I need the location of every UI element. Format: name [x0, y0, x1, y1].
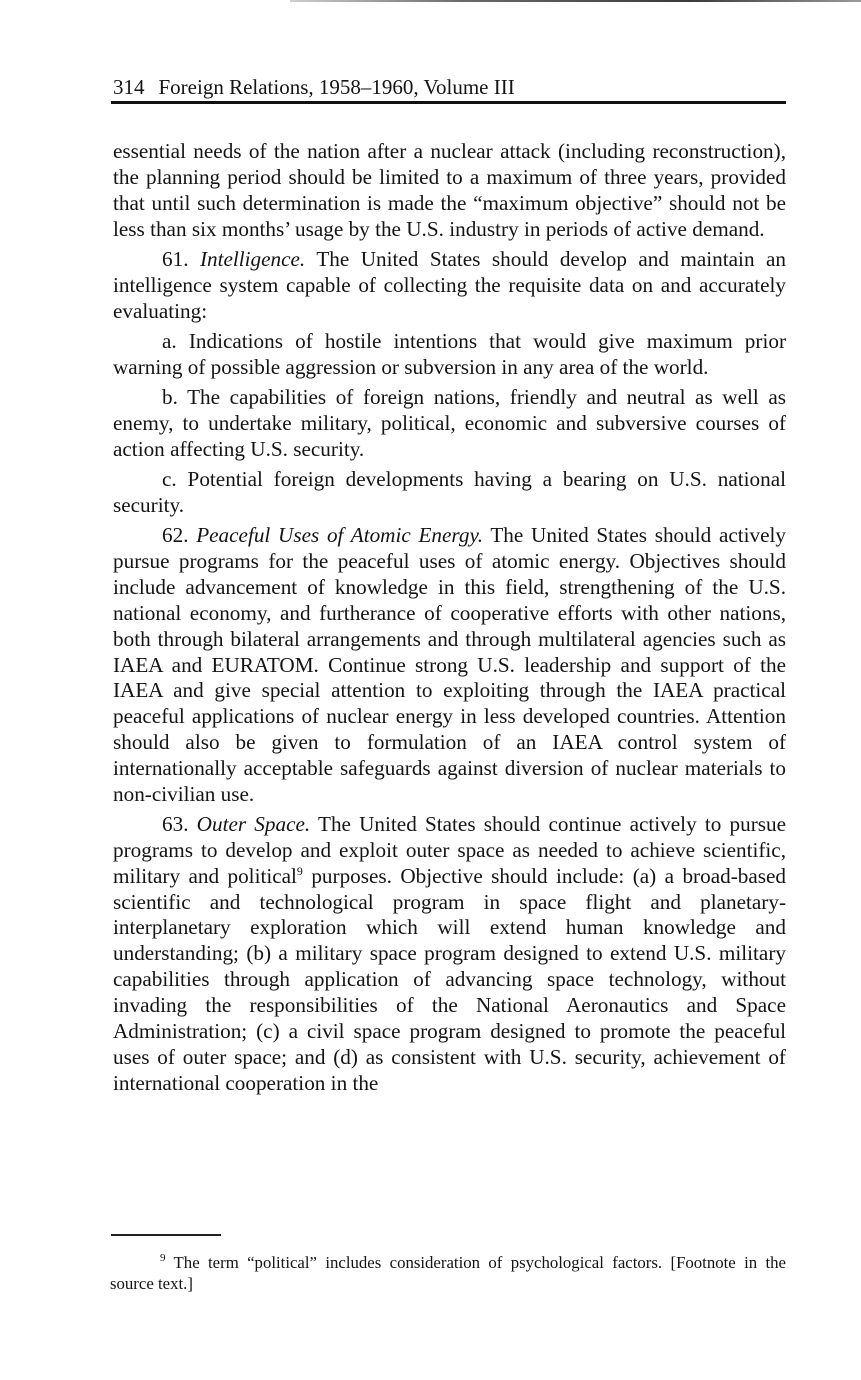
section-number: 63. — [162, 812, 189, 837]
section-63-outer-space — [113, 812, 786, 1096]
footnote-reference[interactable]: 9 — [296, 863, 303, 878]
section-text: The United States should develop and maintain an intelligence system capable of collecting the requisite data on and accurately evaluating: — [113, 246, 786, 323]
section-62-atomic-energy — [113, 523, 786, 807]
body-text — [113, 139, 786, 1101]
page-number: 314 — [113, 75, 145, 99]
header-rule — [111, 101, 786, 104]
item-text: Indications of hostile intentions that would give maximum prior warning of possible aggression or subversion in any area of the world. — [113, 328, 786, 379]
section-61-item-c — [113, 467, 786, 519]
section-text: The United States should actively pursue programs for the peaceful uses of atomic energy. Objectives should include advancement of knowledge in this field, strengthening of the U.S. national economy, and furtherance of cooperative efforts with other nations, both through bilateral arrangements and through multilateral agencies such as IAEA and EURATOM. Continue strong U.S. leadership and support of the IAEA and give special attention to exploiting through the IAEA practical peaceful applications of nuclear energy in less developed countries. Attention should also be given to formulation of an IAEA control system of internationally acceptable safeguards against diversion of nuclear materials to non-civilian use. — [113, 523, 786, 806]
item-text: Potential foreign developments having a bearing on U.S. national security. — [113, 467, 787, 517]
footnote-rule — [111, 1234, 221, 1236]
section-number: 61. — [162, 246, 189, 271]
item-label: a. — [162, 328, 177, 353]
section-61-item-b — [113, 385, 786, 463]
section-61-intelligence — [113, 247, 786, 325]
footnote-text: The term “political” includes consideration of psychological factors. [Footnote in the source text.] — [110, 1253, 786, 1293]
page-top-edge — [290, 0, 861, 2]
footnote-marker: 9 — [160, 1252, 166, 1264]
section-text: The United States should continue actively to pursue programs to develop and exploit outer space as needed to achieve scientific, military and political — [113, 812, 786, 888]
section-number: 62. — [162, 523, 189, 548]
volume-title: Foreign Relations, 1958–1960, Volume III — [158, 75, 515, 99]
section-heading: Intelligence. — [199, 246, 306, 271]
section-text-continued: purposes. Objective should include: (a) a broad-based scientific and technological program in space flight and planetary-interplanetary exploration which will extend human knowledge and understanding; (b) a military space program designed to extend U.S. military capabilities through application of advancing space technology, without invading the responsibilities of the National Aeronautics and Space Administration; (c) a civil space program designed to promote the peaceful uses of outer space; and (d) as consistent with U.S. security, achievement of international cooperation in the — [113, 863, 786, 1095]
section-61-item-a — [113, 329, 786, 381]
section-heading: Outer Space. — [196, 812, 311, 837]
section-heading: Peaceful Uses of Atomic Energy. — [196, 523, 484, 548]
item-label: b. — [162, 385, 178, 410]
running-head — [113, 74, 786, 100]
continued-paragraph: essential needs of the nation after a nuclear attack (including reconstruction), the planning period should be limited to a maximum of three years, provided that until such determination is made the “maximum objective” should not be less than six months’ usage by the U.S. industry in periods of active demand. — [113, 139, 786, 241]
item-label: c. — [162, 467, 177, 492]
footnote-9 — [110, 1252, 786, 1294]
item-text: The capabilities of foreign nations, friendly and neutral as well as enemy, to undertake military, political, economic and subversive courses of action affecting U.S. security. — [113, 385, 786, 461]
